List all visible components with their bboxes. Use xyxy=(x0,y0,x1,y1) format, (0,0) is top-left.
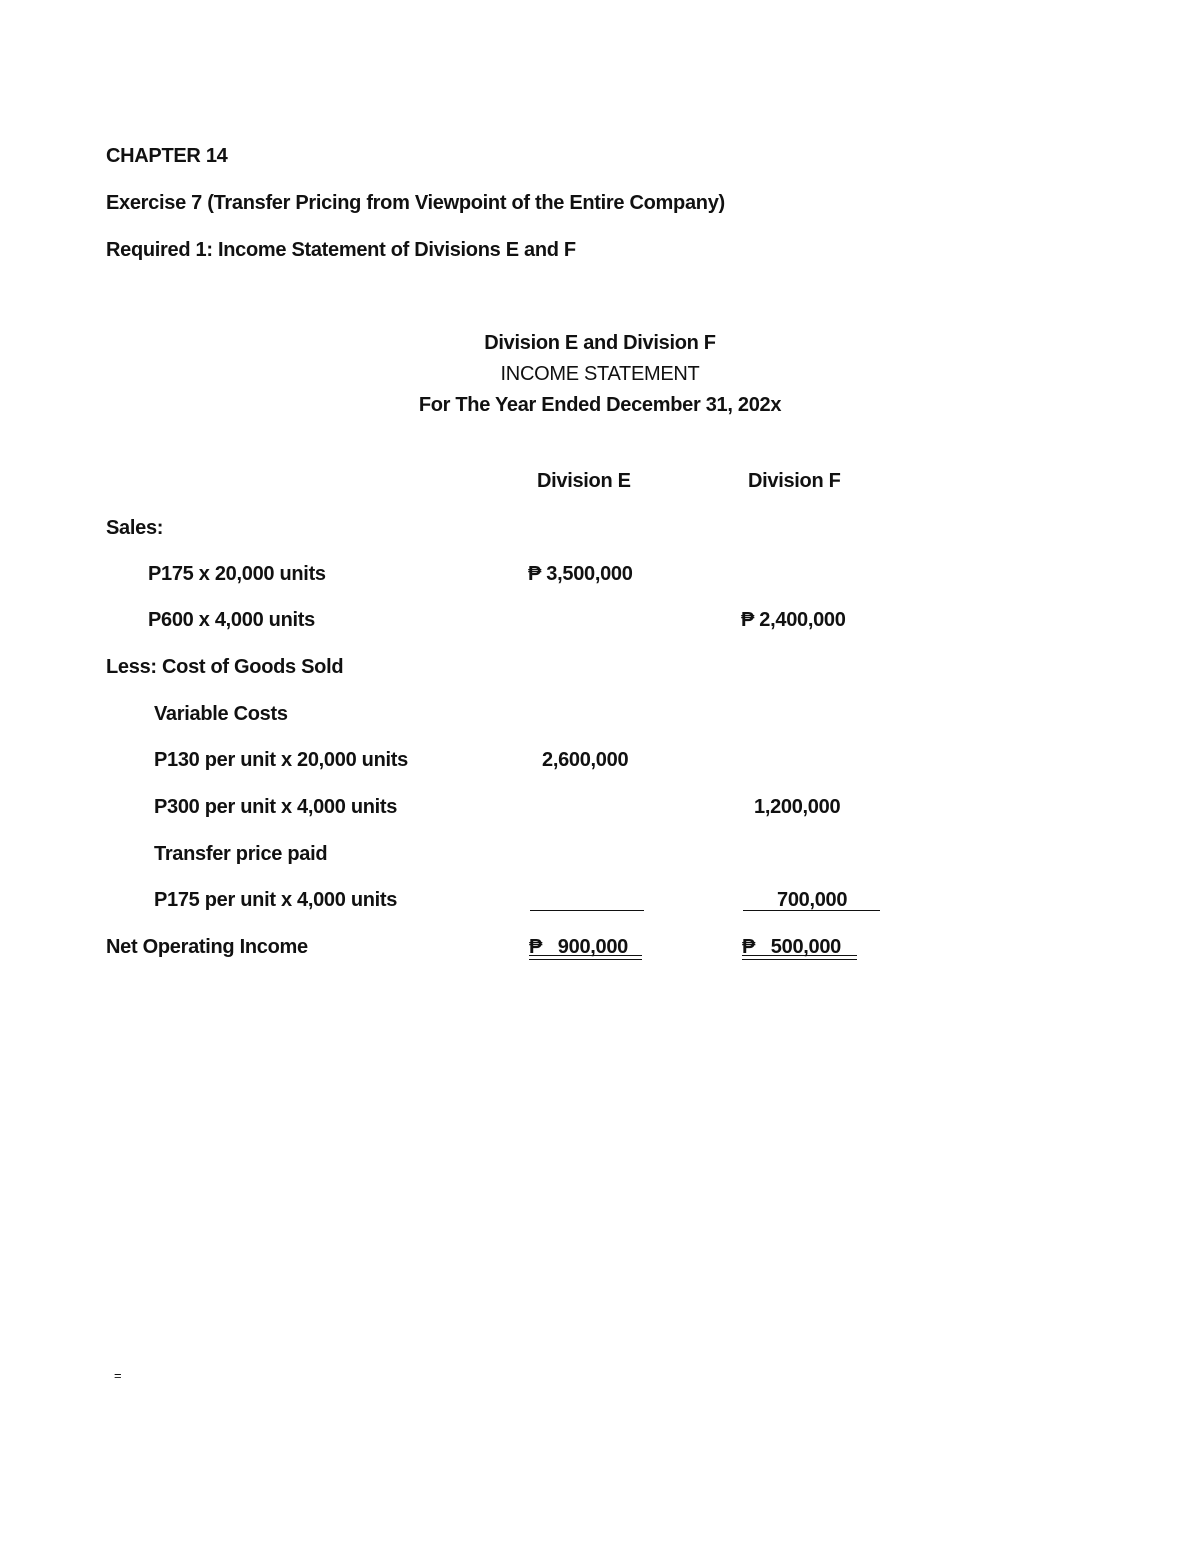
column-header-division-e: Division E xyxy=(537,470,631,492)
chapter-heading: CHAPTER 14 xyxy=(106,145,228,167)
variable-costs-label: Variable Costs xyxy=(154,703,288,725)
variable-e-value: 2,600,000 xyxy=(542,749,629,771)
statement-title: INCOME STATEMENT xyxy=(500,363,700,385)
sales-f-value: ₱ 2,400,000 xyxy=(741,609,846,631)
sales-e-label: P175 x 20,000 units xyxy=(148,563,326,585)
net-operating-income-f: ₱ 500,000 xyxy=(742,936,842,958)
variable-e-label: P130 per unit x 20,000 units xyxy=(154,749,408,771)
required-heading: Required 1: Income Statement of Divisions E and F xyxy=(106,239,576,261)
total-double-underline-f xyxy=(742,955,857,960)
total-double-underline-e xyxy=(529,955,642,960)
statement-period: For The Year Ended December 31, 202x xyxy=(418,394,782,416)
net-operating-income-label: Net Operating Income xyxy=(106,936,308,958)
net-operating-income-e: ₱ 900,000 xyxy=(529,936,629,958)
sales-f-label: P600 x 4,000 units xyxy=(148,609,315,631)
footer-mark: = xyxy=(114,1368,122,1383)
sales-label: Sales: xyxy=(106,517,164,539)
subtotal-underline-f xyxy=(743,910,880,911)
transfer-price-label: Transfer price paid xyxy=(154,843,328,865)
variable-f-label: P300 per unit x 4,000 units xyxy=(154,796,398,818)
sales-e-value: ₱ 3,500,000 xyxy=(528,563,633,585)
cogs-label: Less: Cost of Goods Sold xyxy=(106,656,344,678)
variable-f-value: 1,200,000 xyxy=(754,796,841,818)
transfer-detail-label: P175 per unit x 4,000 units xyxy=(154,889,398,911)
column-header-division-f: Division F xyxy=(748,470,841,492)
transfer-f-value: 700,000 xyxy=(777,889,848,911)
exercise-heading: Exercise 7 (Transfer Pricing from Viewpoint of the Entire Company) xyxy=(106,192,725,214)
subtotal-underline-e xyxy=(530,910,644,911)
statement-entity: Division E and Division F xyxy=(484,332,716,354)
